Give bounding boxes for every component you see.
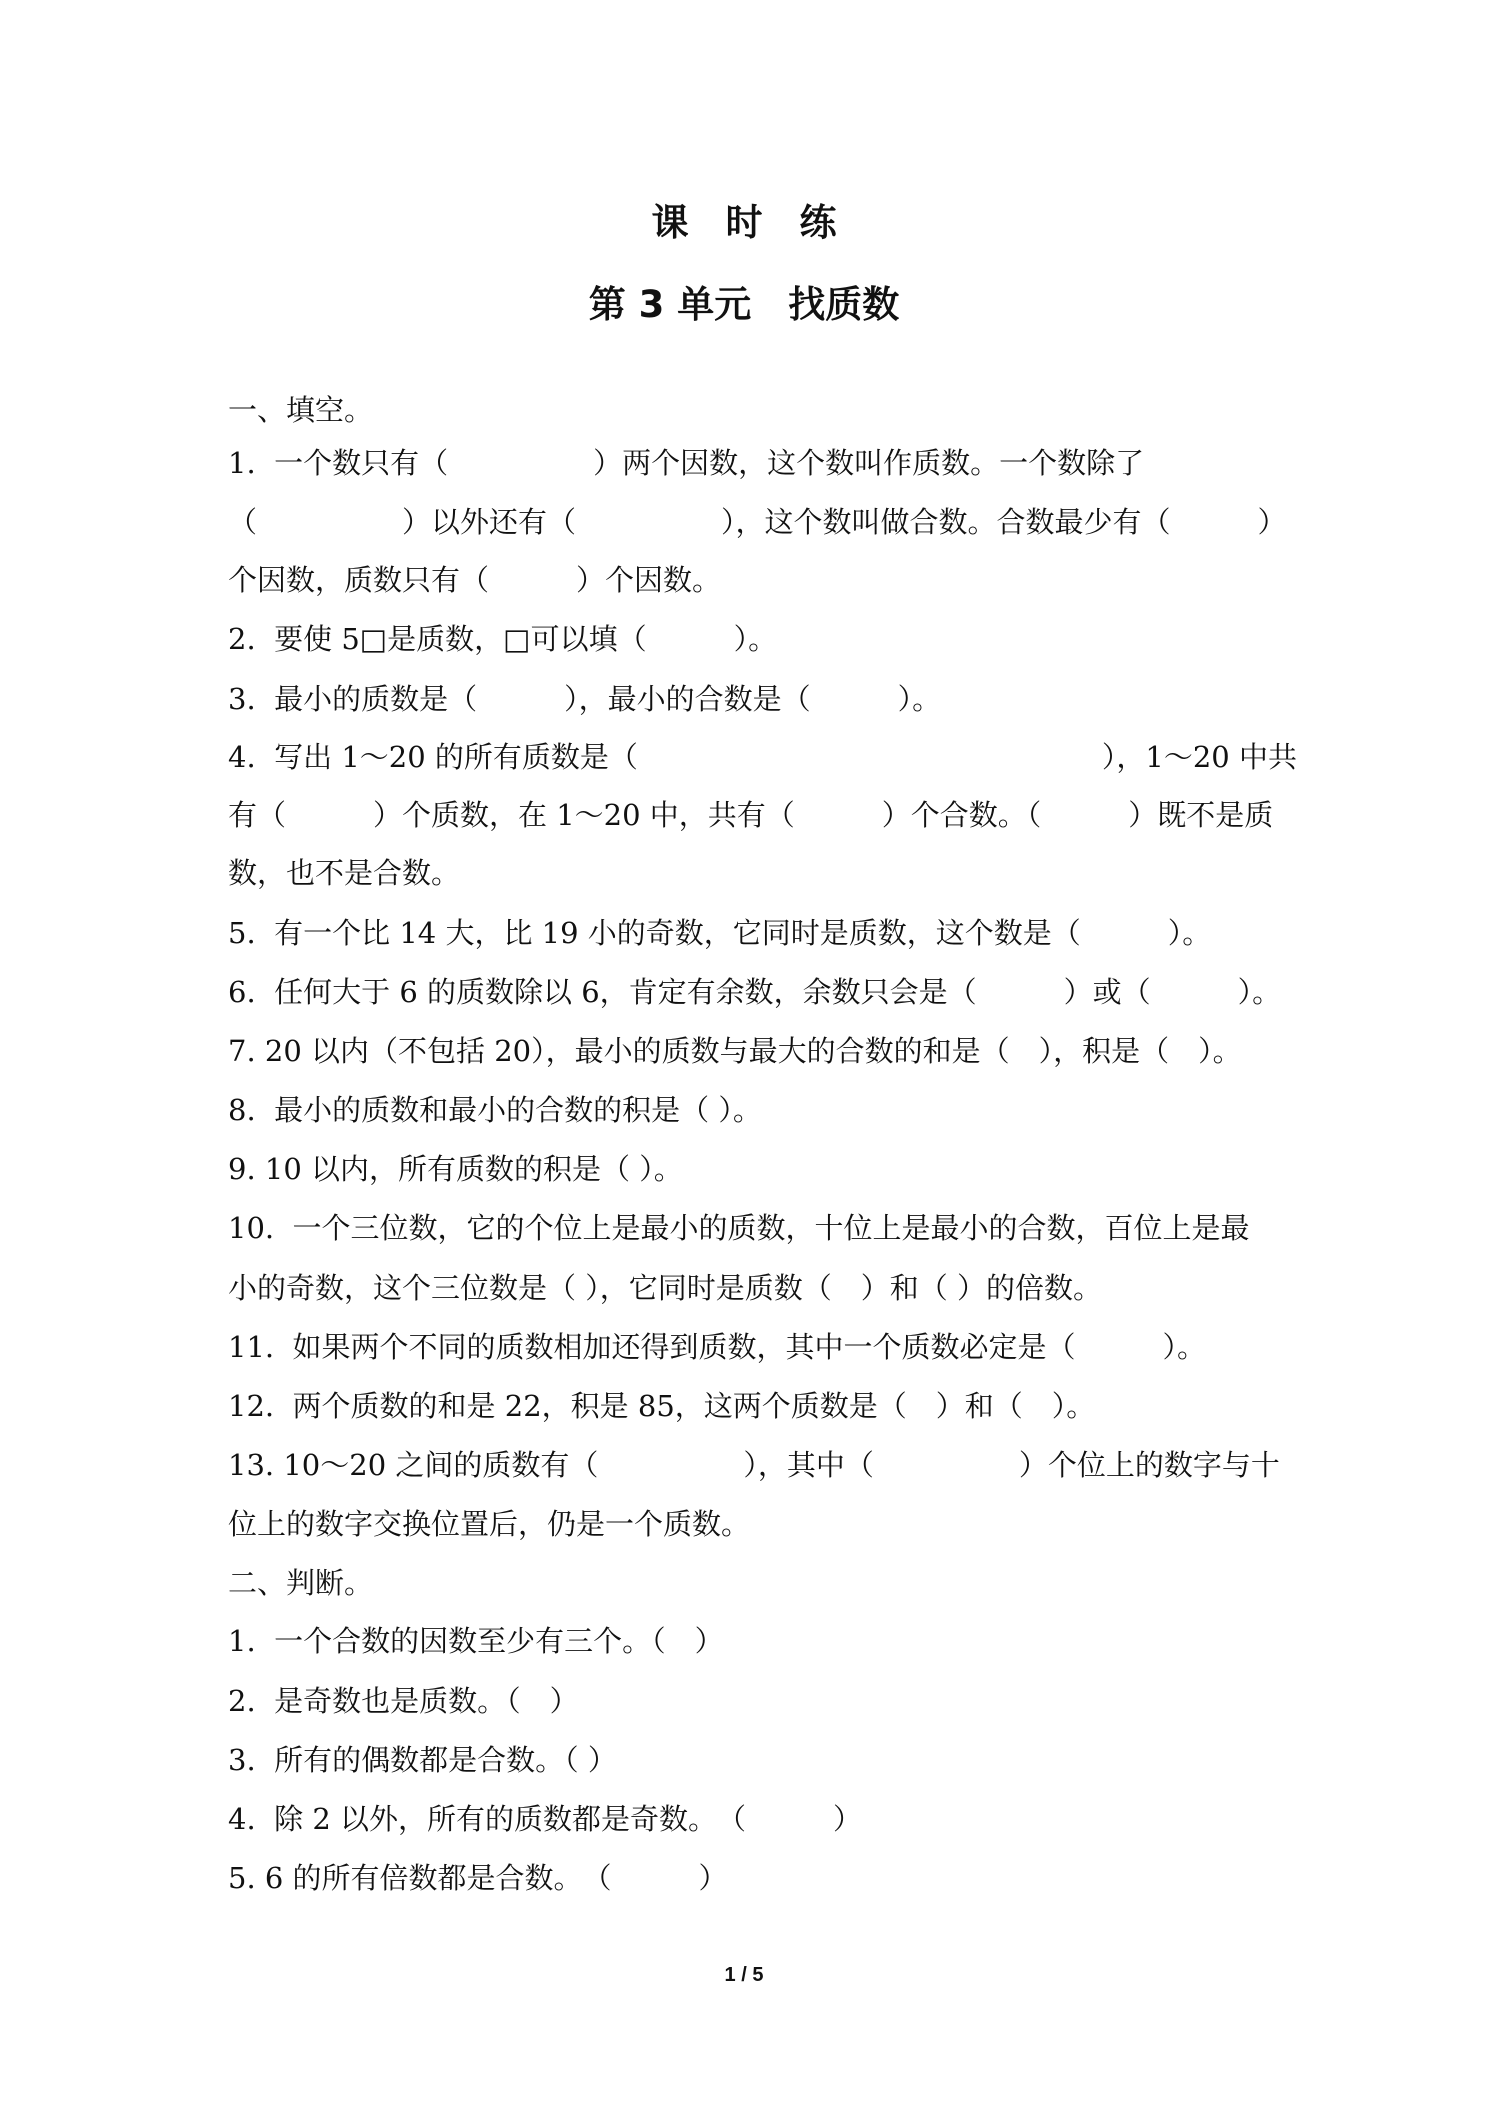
- text-line: 8. 最小的质数和最小的合数的积是（ ）。: [228, 1093, 762, 1127]
- text-line: 位上的数字交换位置后，仍是一个质数。: [228, 1507, 751, 1541]
- text-line: 5. 有一个比 14 大，比 19 小的奇数，它同时是质数，这个数是（ ）。: [228, 916, 1212, 950]
- text-line: 1. 一个数只有（ ）两个因数，这个数叫作质数。一个数除了: [228, 446, 1145, 480]
- text-line: 数，也不是合数。: [228, 856, 461, 890]
- text-line: 7. 20 以内（不包括 20），最小的质数与最大的合数的和是（ ），积是（ ）。: [228, 1034, 1242, 1068]
- text-line: 10. 一个三位数，它的个位上是最小的质数，十位上是最小的合数，百位上是最: [228, 1211, 1250, 1245]
- text-line: 6. 任何大于 6 的质数除以 6，肯定有余数，余数只会是（ ）或（ ）。: [228, 975, 1282, 1009]
- text-line: 1. 一个合数的因数至少有三个。（ ）: [228, 1624, 724, 1658]
- unit-subtitle: 第 3 单元 找质数: [588, 283, 900, 326]
- text-line: 个因数，质数只有（ ）个因数。: [228, 563, 722, 597]
- text-line: 2. 要使 5□是质数，□可以填（ ）。: [228, 622, 778, 656]
- text-line: 二、判断。: [228, 1566, 374, 1600]
- text-line: 有（ ）个质数，在 1～20 中，共有（ ）个合数。（ ）既不是质: [228, 798, 1274, 832]
- text-line: 13. 10～20 之间的质数有（ ），其中（ ）个位上的数字与十: [228, 1448, 1280, 1482]
- text-line: 4. 写出 1～20 的所有质数是（ ），1～20 中共: [228, 740, 1297, 774]
- text-line: 一、填空。: [228, 393, 374, 427]
- text-line: 2. 是奇数也是质数。（ ）: [228, 1684, 579, 1718]
- text-line: 5. 6 的所有倍数都是合数。 （ ）: [228, 1861, 728, 1895]
- text-line: 小的奇数，这个三位数是（ ），它同时是质数（ ）和（ ）的倍数。: [228, 1271, 1102, 1305]
- text-line: （ ）以外还有（ ），这个数叫做合数。合数最少有（ ）: [228, 505, 1287, 539]
- text-line: 11. 如果两个不同的质数相加还得到质数，其中一个质数必定是（ ）。: [228, 1330, 1207, 1364]
- text-line: 4. 除 2 以外，所有的质数都是奇数。 （ ）: [228, 1802, 862, 1836]
- text-line: 3. 所有的偶数都是合数。（ ）: [228, 1743, 617, 1777]
- page-number: 1 / 5: [724, 1964, 764, 1986]
- page-title: 课 时 练: [651, 201, 837, 244]
- text-line: 12. 两个质数的和是 22，积是 85，这两个质数是（ ）和（ ）。: [228, 1389, 1096, 1423]
- text-line: 9. 10 以内，所有质数的积是（ ）。: [228, 1152, 683, 1186]
- text-line: 3. 最小的质数是（ ），最小的合数是（ ）。: [228, 682, 942, 716]
